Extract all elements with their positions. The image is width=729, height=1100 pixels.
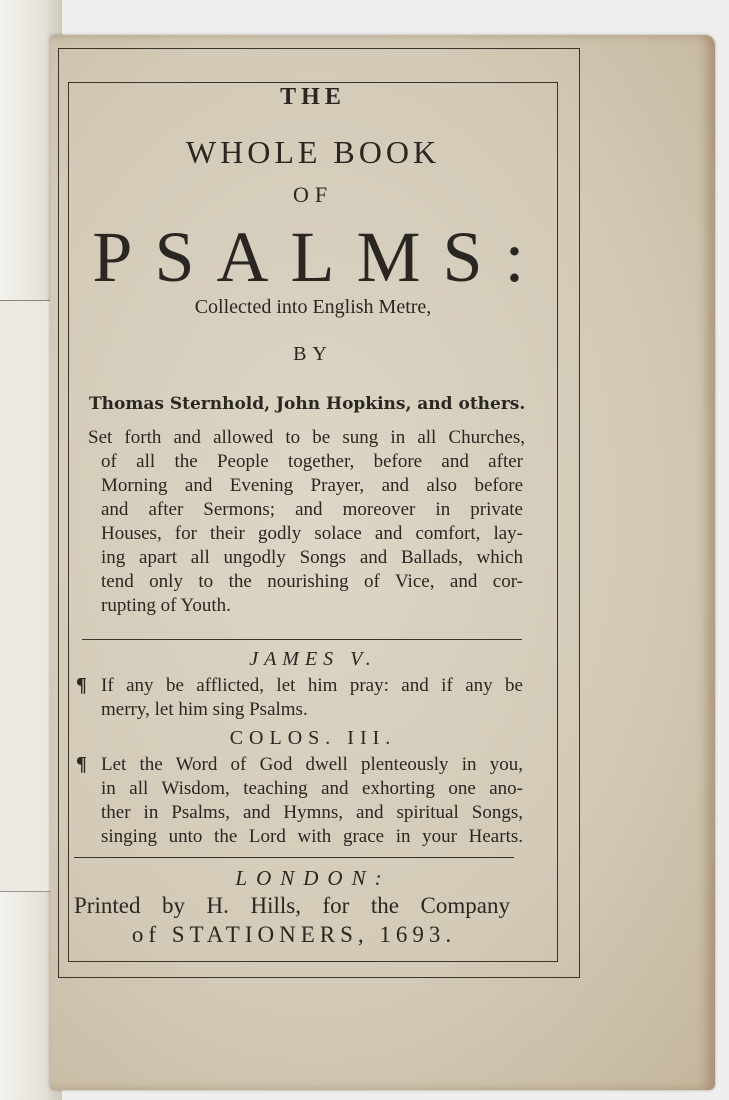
description-line: tend only to the nourishing of Vice, and cor- xyxy=(101,571,523,592)
pilcrow-icon: ¶ xyxy=(76,674,87,696)
pilcrow-icon: ¶ xyxy=(76,753,87,775)
divider-rule xyxy=(82,639,522,640)
description-line: Houses, for their godly solace and comfort, lay- xyxy=(101,523,523,544)
title-psalms: PSALMS: xyxy=(92,217,547,297)
by-line: BY xyxy=(293,343,333,365)
imprint-printer: Printed by H. Hills, for the Company xyxy=(74,893,510,918)
quote2-line: singing unto the Lord with grace in your Hearts. xyxy=(101,826,523,847)
imprint-city: LONDON: xyxy=(235,866,391,890)
authors: Thomas Sternhold, John Hopkins, and others. xyxy=(89,394,526,414)
title-the: THE xyxy=(280,84,346,110)
quote2-line: Let the Word of God dwell plenteously in you, xyxy=(101,754,523,775)
description-line: rupting of Youth. xyxy=(101,595,231,616)
description-line: Set forth and allowed to be sung in all Churches, xyxy=(88,427,525,448)
quote2-reference: COLOS. III. xyxy=(229,727,397,749)
title-of: OF xyxy=(292,182,334,207)
quote2-line: ther in Psalms, and Hymns, and spiritual Songs, xyxy=(101,802,523,823)
subtitle: Collected into English Metre, xyxy=(194,296,432,318)
imprint-date: of STATIONERS, 1693. xyxy=(131,922,457,947)
divider-rule xyxy=(74,857,514,858)
description-line: of all the People together, before and after xyxy=(101,451,523,472)
quote2-line: in all Wisdom, teaching and exhorting one ano- xyxy=(101,778,523,799)
facing-page-fold xyxy=(0,300,55,892)
quote1-line: merry, let him sing Psalms. xyxy=(101,699,308,720)
description-line: ing apart all ungodly Songs and Ballads, which xyxy=(101,547,523,568)
title-whole-book: WHOLE BOOK xyxy=(185,134,441,170)
quote1-reference: JAMES V. xyxy=(249,648,377,670)
quote1-line: If any be afflicted, let him pray: and if any be xyxy=(101,675,523,696)
description-line: Morning and Evening Prayer, and also before xyxy=(101,475,523,496)
description-line: and after Sermons; and moreover in private xyxy=(101,499,523,520)
